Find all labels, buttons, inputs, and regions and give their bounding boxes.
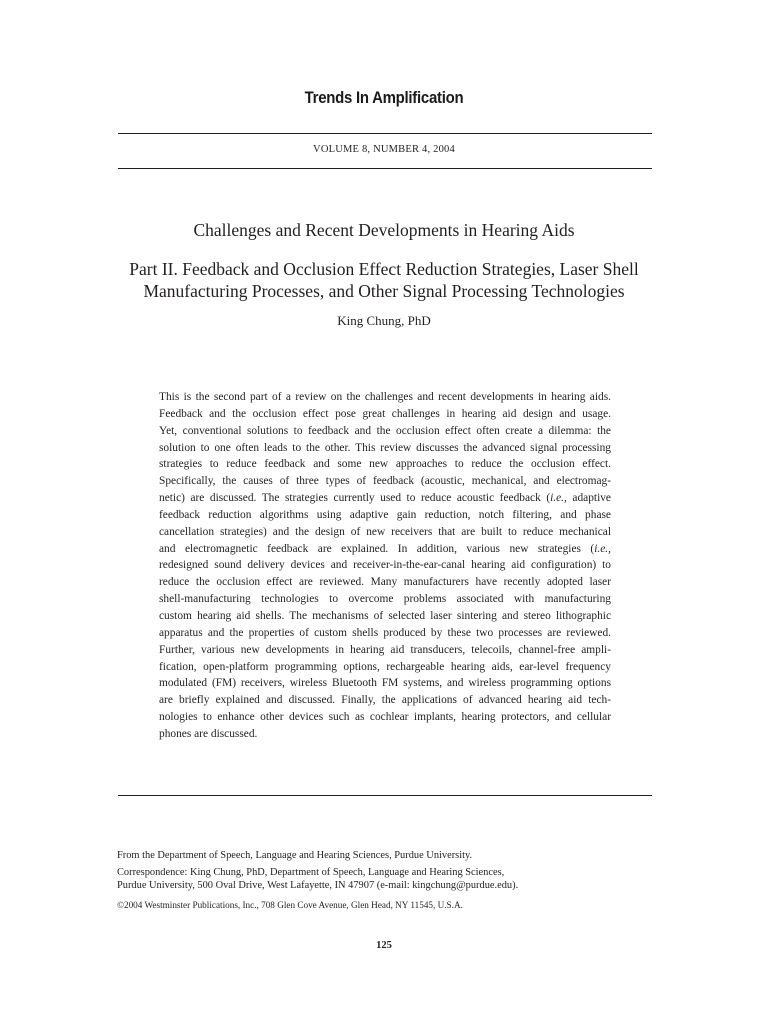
abstract-line	[159, 541, 611, 558]
abstract-line: feedback reduction algorithms using adaptive gain reduction, notch filtering, and phase	[159, 508, 611, 521]
abstract	[159, 389, 611, 743]
abstract-line: cancellation strategies) and the design of new receivers that are built to reduce mechanical	[159, 525, 611, 538]
article-subtitle-line: Part II. Feedback and Occlusion Effect Reduction Strategies, Laser Shell	[129, 259, 639, 279]
abstract-line: nologies to enhance other devices such as cochlear implants, hearing protectors, and cellular	[159, 711, 611, 724]
abstract-line: Feedback and the occlusion effect pose great challenges in hearing aid design and usage.	[159, 407, 611, 420]
abstract-line: custom hearing aid shells. The mechanisms of selected laser sintering and stereo lithographic	[159, 609, 611, 622]
article-subtitle-line: Manufacturing Processes, and Other Signal Processing Technologies	[143, 281, 625, 301]
abstract-line: phones are discussed.	[159, 727, 258, 740]
article-title: Challenges and Recent Developments in Hearing Aids	[193, 220, 575, 240]
abstract-italic-ie: i.e.,	[550, 492, 567, 505]
journal-title: Trends In Amplification	[304, 88, 464, 107]
copyright-note: ©2004 Westminster Publications, Inc., 708 Glen Cove Avenue, Glen Head, NY 11545, U.S.A.	[117, 900, 463, 910]
abstract-line: are briefly explained and discussed. Finally, the applications of advanced hearing aid tech-	[159, 694, 611, 707]
abstract-line: modulated (FM) receivers, wireless Bluetooth FM systems, and wireless programming options	[159, 677, 611, 690]
abstract-text: and electromagnetic feedback are explained. In addition, various new strategies (	[159, 542, 595, 555]
header-bottom-rule	[118, 168, 652, 169]
volume-info: VOLUME 8, NUMBER 4, 2004	[313, 144, 455, 155]
abstract-line: Yet, conventional solutions to feedback and the occlusion effect often create a dilemma: the	[159, 424, 611, 437]
abstract-line: shell-manufacturing technologies to overcome problems associated with manufacturing	[159, 593, 611, 606]
author-name: King Chung, PhD	[337, 313, 431, 328]
abstract-text: adaptive	[566, 492, 611, 505]
abstract-line: This is the second part of a review on the challenges and recent developments in hearing aids.	[159, 391, 611, 403]
abstract-line: apparatus and the properties of custom shells produced by these two processes are reviewed.	[159, 626, 611, 639]
abstract-line: reduce the occlusion effect are reviewed. Many manufacturers have recently adopted laser	[159, 576, 611, 589]
correspondence-line: Correspondence: King Chung, PhD, Department of Speech, Language and Hearing Sciences,	[117, 867, 505, 878]
abstract-bottom-rule	[118, 795, 652, 796]
abstract-text: netic) are discussed. The strategies currently used to reduce acoustic feedback (	[159, 492, 551, 505]
abstract-italic-ie: i.e.,	[594, 542, 611, 555]
affiliation-note: From the Department of Speech, Language and Hearing Sciences, Purdue University.	[117, 850, 473, 861]
article-subtitle	[100, 258, 668, 302]
abstract-line: solution to one often leads to the other. This review discusses the advanced signal processing	[159, 441, 611, 454]
abstract-line: Specifically, the causes of three types of feedback (acoustic, mechanical, and electromag-	[159, 475, 611, 488]
abstract-line: strategies to reduce feedback and some new approaches to reduce the occlusion effect.	[159, 458, 611, 471]
page-number: 125	[376, 940, 392, 951]
abstract-line	[159, 490, 611, 507]
abstract-line: fication, open-platform programming options, rechargeable hearing aids, ear-level frequency	[159, 660, 611, 673]
abstract-line: redesigned sound delivery devices and receiver-in-the-ear-canal hearing aid configuration) to	[159, 559, 611, 572]
abstract-line: Further, various new developments in hearing aid transducers, telecoils, channel-free ampli-	[159, 643, 611, 656]
correspondence-note	[117, 867, 677, 893]
header-top-rule	[118, 133, 652, 134]
correspondence-line: Purdue University, 500 Oval Drive, West Lafayette, IN 47907 (e-mail: kingchung@purdue.edu).	[117, 879, 519, 891]
